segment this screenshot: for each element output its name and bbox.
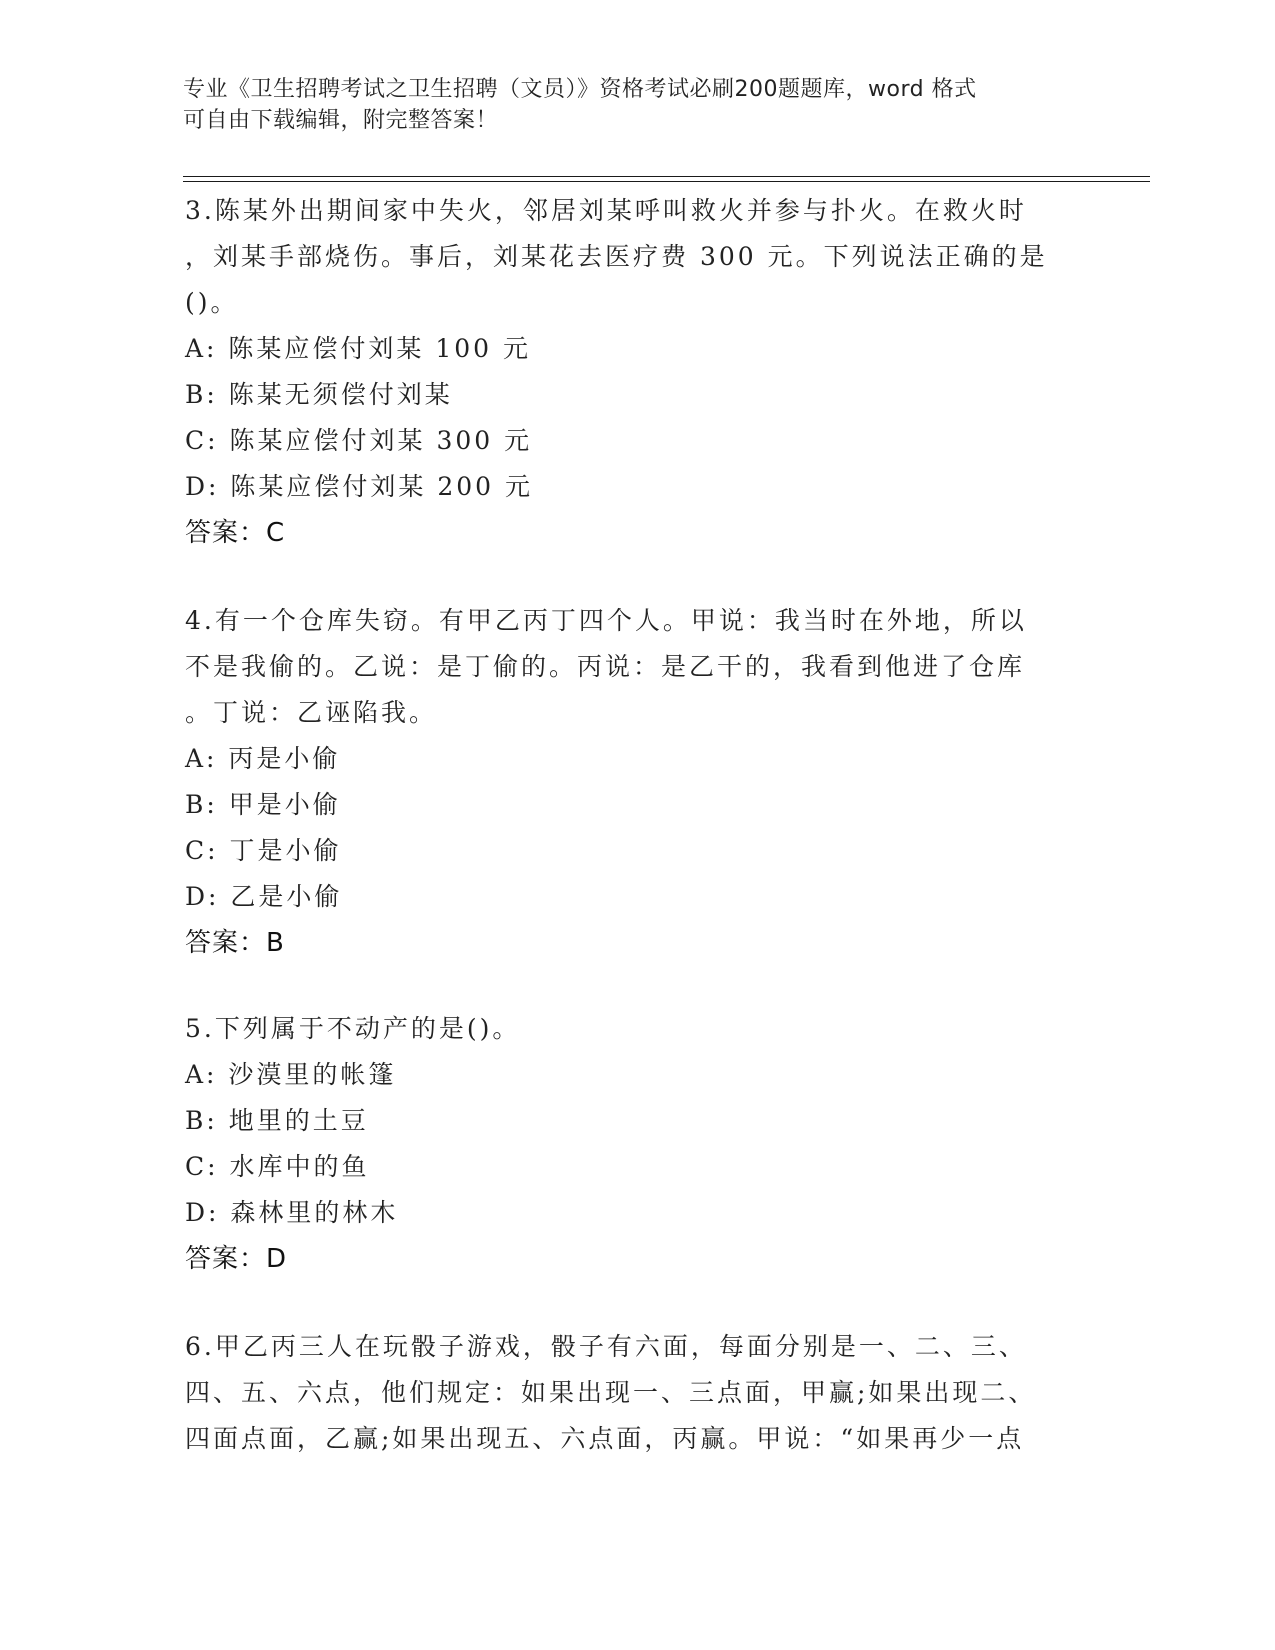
question-4 (185, 598, 1085, 966)
answer-label: 答案：C (185, 518, 286, 548)
question-text-line: 6.甲乙丙三人在玩骰子游戏，骰子有六面，每面分别是一、二、三、 (185, 1332, 1027, 1361)
question-5 (185, 1006, 1085, 1282)
option-b: B: 陈某无须偿付刘某 (185, 380, 453, 409)
question-text-line: 四面点面，乙赢;如果出现五、六点面，丙赢。甲说：“如果再少一点 (185, 1424, 1025, 1453)
option-c: C: 水库中的鱼 (185, 1152, 370, 1181)
option-d: D: 森林里的林木 (185, 1198, 399, 1227)
question-text-line: 。丁说：乙诬陷我。 (185, 698, 438, 727)
question-text-line: ，刘某手部烧伤。事后，刘某花去医疗费 300 元。下列说法正确的是 (185, 242, 1048, 271)
answer-label: 答案：B (185, 928, 285, 958)
question-text-line: 3.陈某外出期间家中失火，邻居刘某呼叫救火并参与扑火。在救火时 (185, 196, 1027, 225)
option-b: B: 地里的土豆 (185, 1106, 369, 1135)
option-d: D: 陈某应偿付刘某 200 元 (185, 472, 534, 501)
option-a: A: 沙漠里的帐篷 (185, 1060, 397, 1089)
question-text-line: ()。 (185, 288, 239, 317)
question-3 (185, 188, 1085, 556)
option-c: C: 丁是小偷 (185, 836, 342, 865)
header-line-1: 专业《卫生招聘考试之卫生招聘（文员）》资格考试必刷200题题库，word 格式 (183, 77, 977, 102)
question-text-line: 不是我偷的。乙说：是丁偷的。丙说：是乙干的，我看到他进了仓库 (185, 652, 1026, 681)
option-c: C: 陈某应偿付刘某 300 元 (185, 426, 533, 455)
question-text-line: 四、五、六点，他们规定：如果出现一、三点面，甲赢;如果出现二、 (185, 1378, 1037, 1407)
question-6 (185, 1324, 1085, 1462)
header-divider-top (183, 176, 1150, 177)
question-text-line: 5.下列属于不动产的是()。 (185, 1014, 521, 1043)
option-b: B: 甲是小偷 (185, 790, 341, 819)
question-text-line: 4.有一个仓库失窃。有甲乙丙丁四个人。甲说：我当时在外地，所以 (185, 606, 1027, 635)
header-divider-bottom (183, 181, 1150, 182)
option-a: A: 陈某应偿付刘某 100 元 (185, 334, 532, 363)
option-d: D: 乙是小偷 (185, 882, 343, 911)
answer-label: 答案：D (185, 1244, 288, 1274)
header-line-2: 可自由下载编辑，附完整答案！ (183, 108, 499, 133)
document-header (183, 74, 1063, 136)
option-a: A: 丙是小偷 (185, 744, 341, 773)
